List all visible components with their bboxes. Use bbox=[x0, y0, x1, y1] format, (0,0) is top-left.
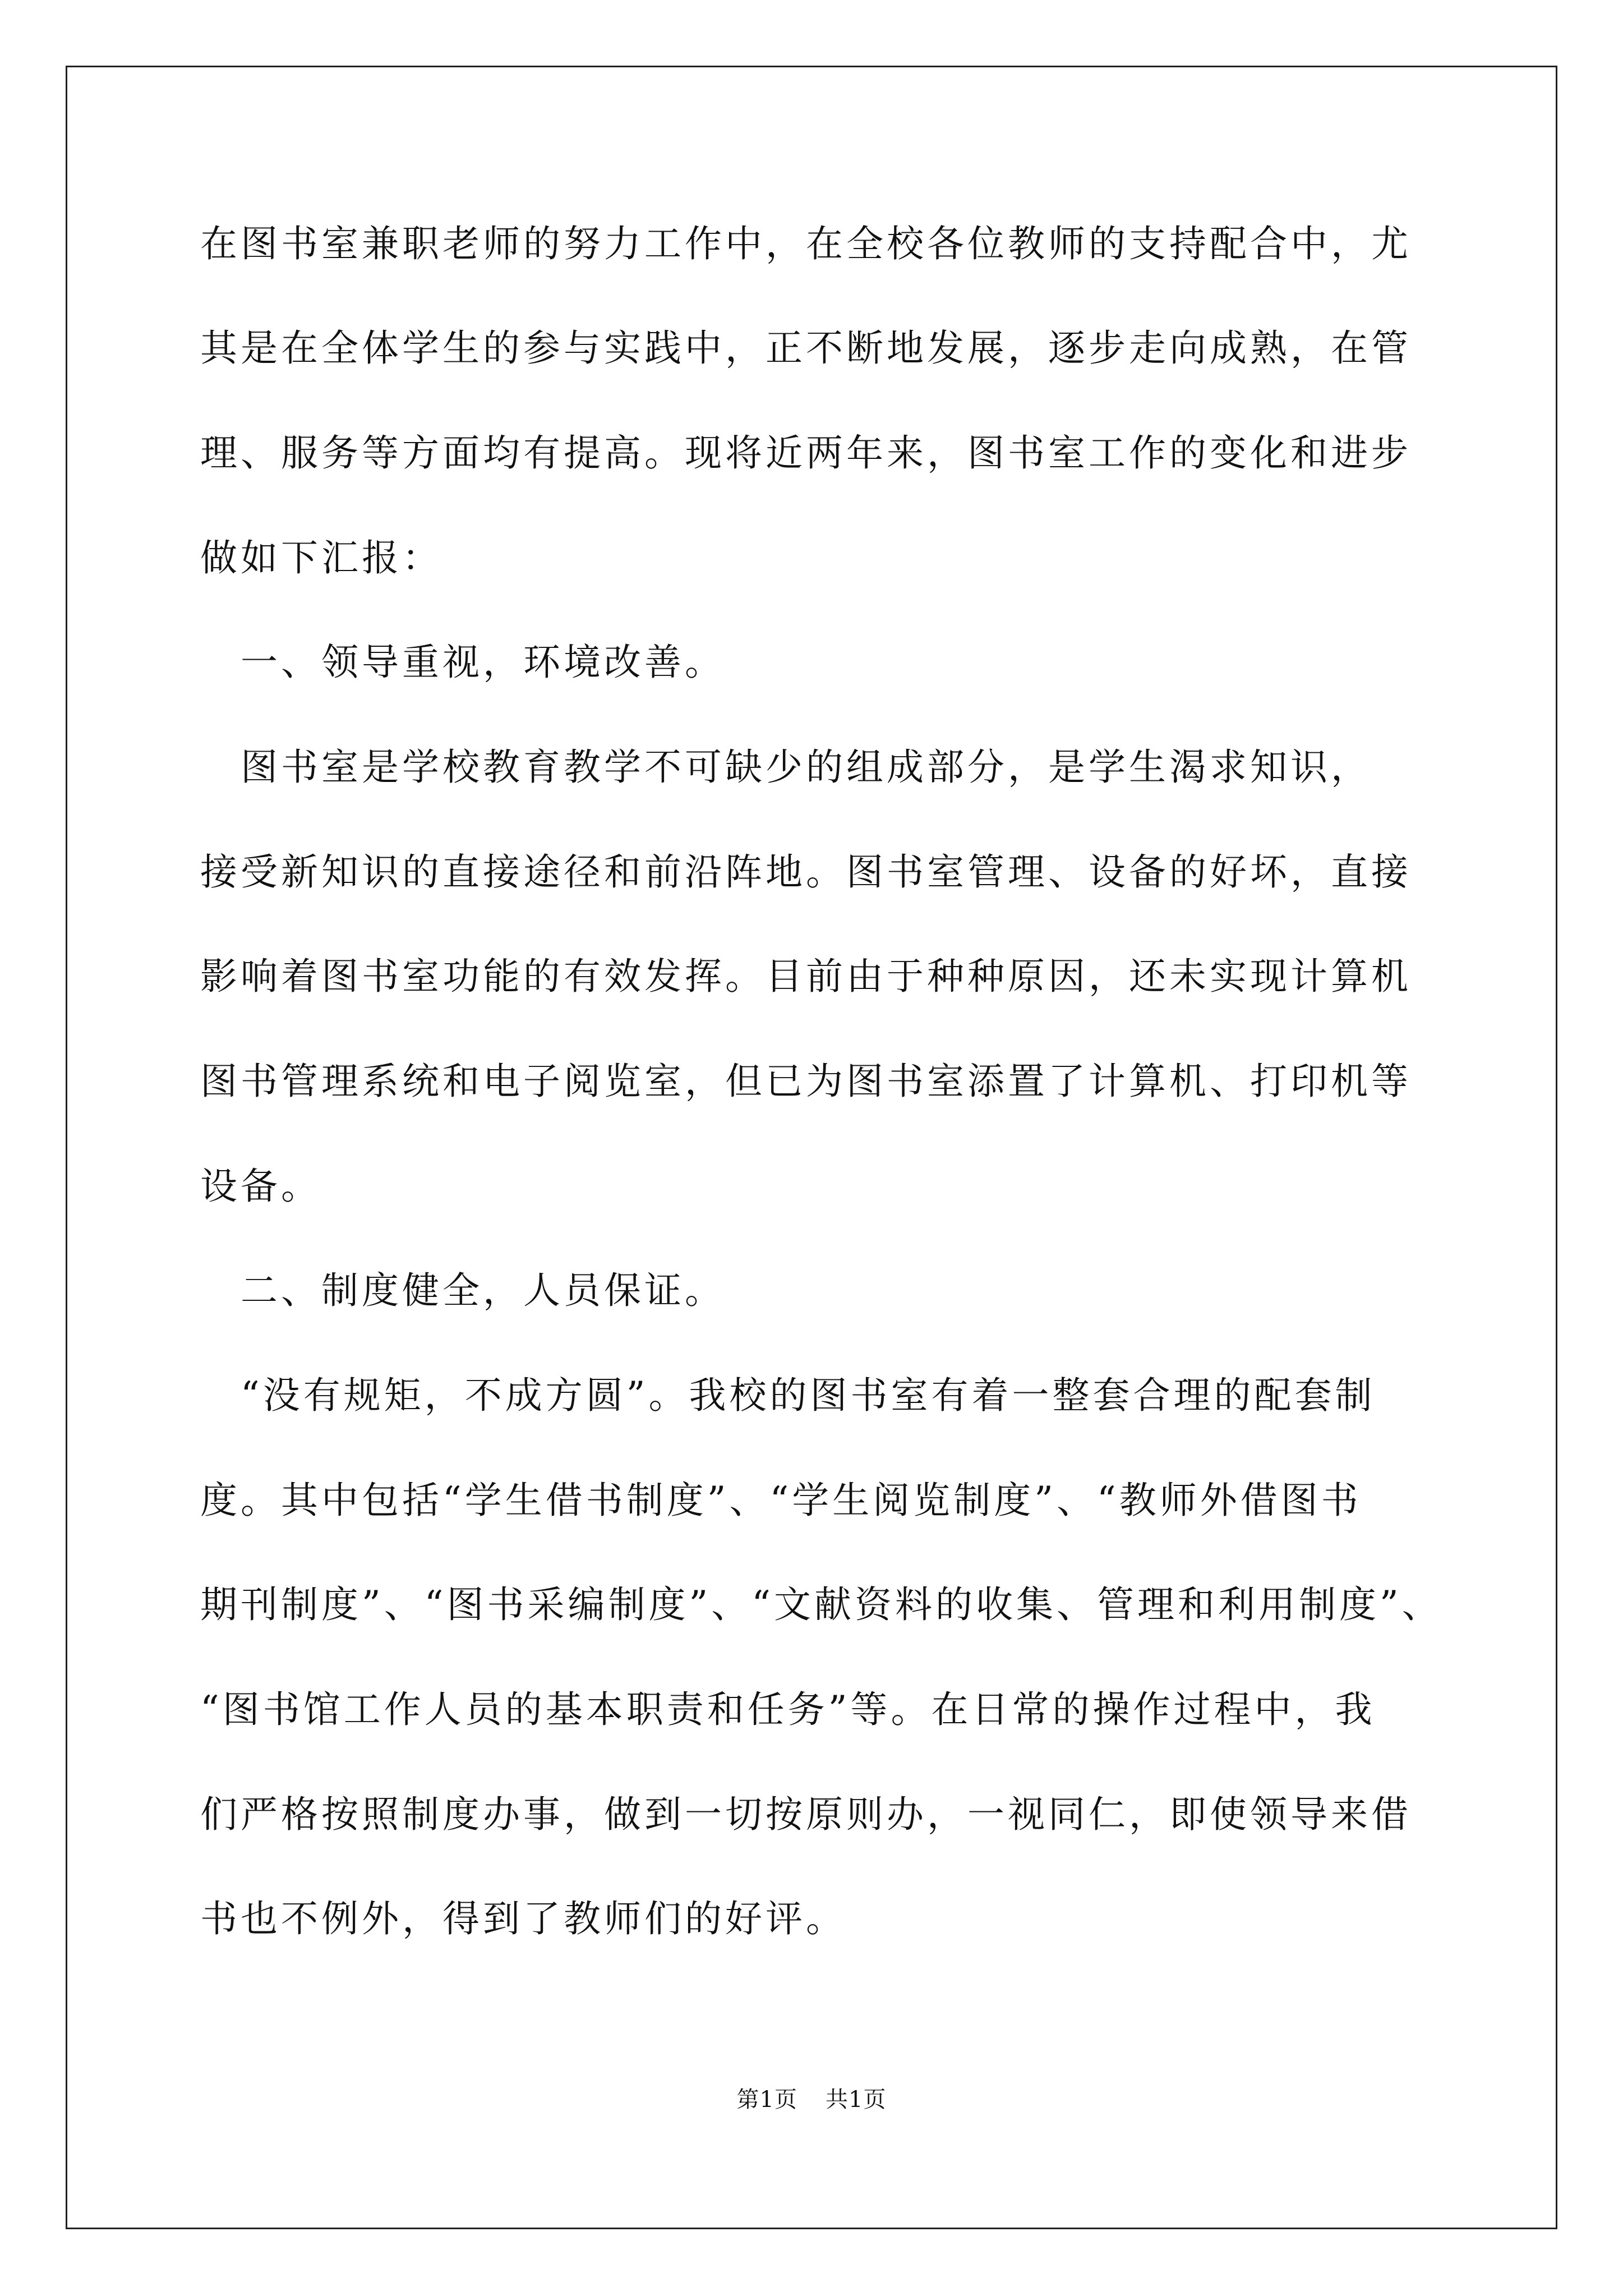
text-line: 书也不例外，得到了教师们的好评。 bbox=[200, 1897, 846, 1940]
text-line: 其是在全体学生的参与实践中，正不断地发展，逐步走向成熟，在管 bbox=[200, 326, 1412, 370]
text-line: 接受新知识的直接途径和前沿阵地。图书室管理、设备的好坏，直接 bbox=[200, 850, 1412, 894]
text-line: 度。其中包括“学生借书制度”、“学生阅览制度”、“教师外借图书 bbox=[200, 1479, 1362, 1522]
text-line: 在图书室兼职老师的努力工作中，在全校各位教师的支持配合中，尤 bbox=[200, 222, 1412, 265]
text-line: 做如下汇报： bbox=[200, 536, 442, 579]
section-heading: 一、领导重视，环境改善。 bbox=[200, 641, 725, 684]
text-line: 图书管理系统和电子阅览室，但已为图书室添置了计算机、打印机等 bbox=[200, 1060, 1412, 1103]
section-heading: 二、制度健全，人员保证。 bbox=[200, 1269, 725, 1312]
text-line: 理、服务等方面均有提高。现将近两年来，图书室工作的变化和进步 bbox=[200, 431, 1412, 475]
text-line: “没有规矩，不成方圆”。我校的图书室有着一整套合理的配套制 bbox=[200, 1374, 1376, 1417]
text-line: 设备。 bbox=[200, 1165, 321, 1208]
text-line: 们严格按照制度办事，做到一切按原则办，一视同仁，即使领导来借 bbox=[200, 1793, 1412, 1836]
text-line: 影响着图书室功能的有效发挥。目前由于种种原因，还未实现计算机 bbox=[200, 955, 1412, 998]
text-line: “图书馆工作人员的基本职责和任务”等。在日常的操作过程中，我 bbox=[200, 1688, 1376, 1731]
page-total: 共1页 bbox=[826, 2087, 887, 2113]
page-footer bbox=[0, 2086, 1623, 2114]
text-line: 期刊制度”、“图书采编制度”、“文献资料的收集、管理和利用制度”、 bbox=[200, 1583, 1442, 1626]
page-number: 第1页 bbox=[736, 2087, 797, 2113]
text-line: 图书室是学校教育教学不可缺少的组成部分，是学生渴求知识， bbox=[200, 746, 1371, 789]
